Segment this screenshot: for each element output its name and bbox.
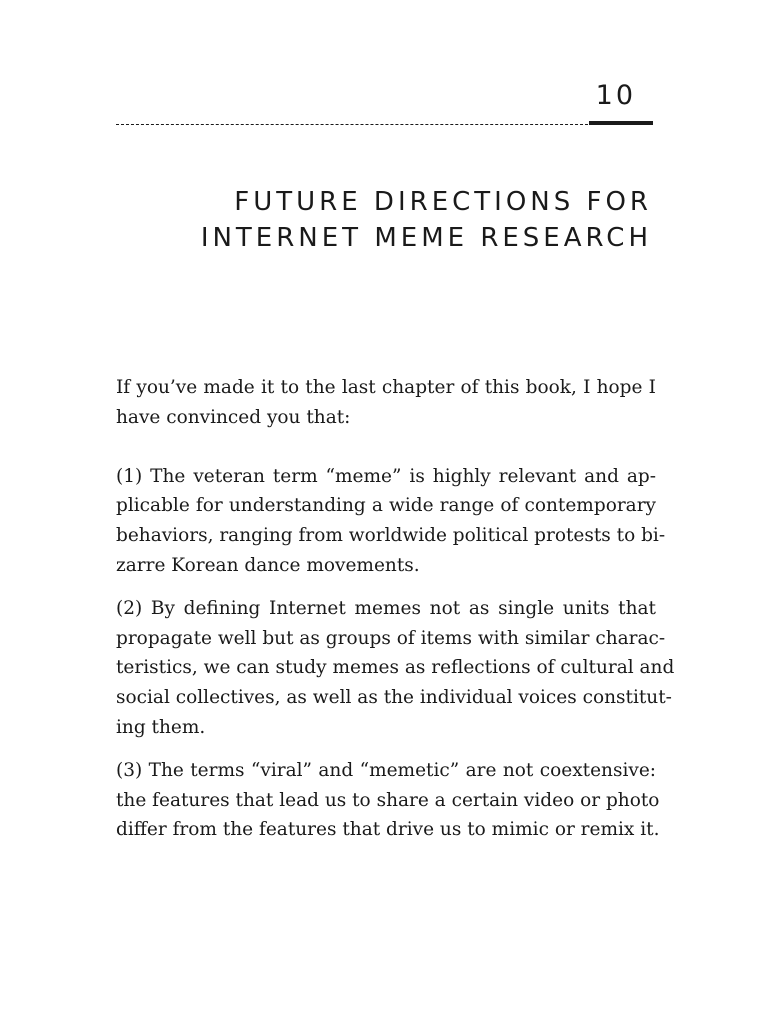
dashed-rule <box>116 124 588 125</box>
text-line: the features that lead us to share a certain video or photo <box>116 789 660 811</box>
text-line: ing them. <box>116 716 206 738</box>
text-line: propagate well but as groups of items with similar charac- <box>116 627 666 649</box>
solid-rule <box>589 121 653 125</box>
intro-paragraph <box>116 373 656 432</box>
body-text <box>116 373 675 859</box>
chapter-title-line-1: FUTURE DIRECTIONS FOR <box>234 187 652 217</box>
point-1-paragraph <box>116 462 666 580</box>
text-line: teristics, we can study memes as reflections of cultural and <box>116 657 675 679</box>
text-line: have convinced you that: <box>116 406 351 428</box>
text-line: (2) By defining Internet memes not as single units that <box>116 598 656 620</box>
text-line: (3) The terms “viral” and “memetic” are not coextensive: <box>116 760 656 782</box>
point-3-paragraph <box>116 756 660 845</box>
point-2-paragraph <box>116 594 675 742</box>
text-line: differ from the features that drive us to mimic or remix it. <box>116 819 660 841</box>
text-line: If you’ve made it to the last chapter of this book, I hope I <box>116 377 656 398</box>
chapter-number: 10 <box>595 80 636 111</box>
chapter-title <box>92 184 652 256</box>
text-line: behaviors, ranging from worldwide political protests to bi- <box>116 524 666 546</box>
text-line: social collectives, as well as the individual voices constitut- <box>116 686 672 708</box>
text-line: zarre Korean dance movements. <box>116 554 420 576</box>
text-line: (1) The veteran term “meme” is highly relevant and ap- <box>116 465 656 487</box>
text-line: plicable for understanding a wide range of contemporary <box>116 495 656 517</box>
chapter-title-line-2: INTERNET MEME RESEARCH <box>200 223 652 253</box>
